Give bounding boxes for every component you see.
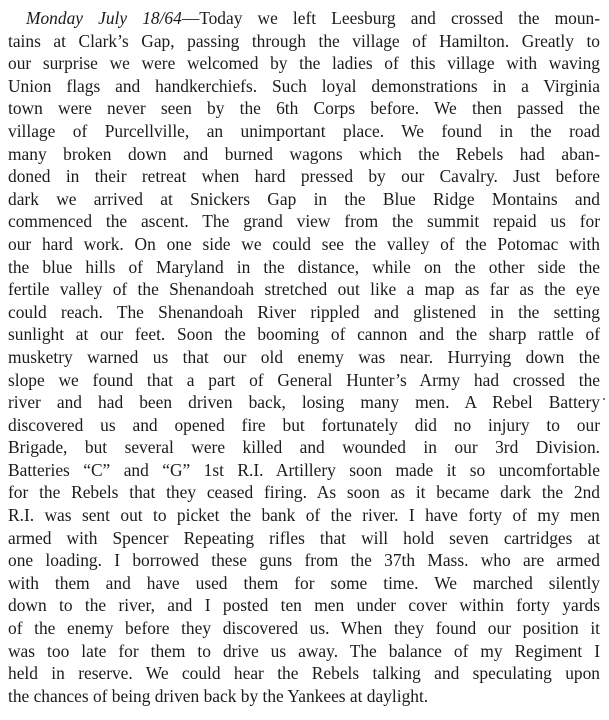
text-line: held in reserve. We could hear the Rebels talking and speculating upon (8, 663, 600, 684)
text-line: Union flags and handkerchiefs. Such loyal demonstrations in a Virginia (8, 75, 600, 96)
text-line: village of Purcellville, an unimportant place. We found in the road (8, 120, 600, 141)
text-line: could reach. The Shenandoah River rippled and glistened in the setting (8, 301, 600, 322)
text-line: discovered us and opened fire but fortunately did no injury to our (8, 414, 600, 435)
text-line: slope we found that a part of General Hunter’s Army had crossed the (8, 369, 600, 390)
text-line: river and had been driven back, losing many men. A Rebel Battery (8, 392, 600, 413)
text-line: sunlight at our feet. Soon the booming of cannon and the sharp rattle of (8, 324, 600, 345)
text-line: of the enemy before they discovered us. When they found our position it (8, 618, 600, 639)
text-line: many broken down and burned wagons which the Rebels had aban- (8, 143, 600, 164)
text-line: tains at Clark’s Gap, passing through the village of Hamilton. Greatly to (8, 30, 600, 51)
text-line: our surprise we were welcomed by the ladies of this village with waving (8, 53, 600, 74)
text-line: fertile valley of the Shenandoah stretched out like a map as far as the eye (8, 279, 600, 300)
text-line-last: the chances of being driven back by the Yankees at daylight. (8, 685, 429, 706)
scan-speck (603, 398, 605, 400)
diary-entry (8, 7, 600, 707)
text-line: for the Rebels that they ceased firing. As soon as it became dark the 2nd (8, 482, 600, 503)
text-line: Batteries “C” and “G” 1st R.I. Artillery soon made it so uncomfortable (8, 459, 600, 480)
text-line: with them and have used them for some time. We marched silently (8, 572, 600, 593)
text-line: musketry warned us that our old enemy was near. Hurrying down the (8, 346, 600, 367)
text-line: town were never seen by the 6th Corps before. We then passed the (8, 98, 600, 119)
text-line: doned in their retreat when hard pressed by our Cavalry. Just before (8, 166, 600, 187)
text-line: the blue hills of Maryland in the distance, while on the other side the (8, 256, 600, 277)
text-line: commenced the ascent. The grand view from the summit repaid us for (8, 211, 600, 232)
text-line: Brigade, but several were killed and wounded in our 3rd Division. (8, 437, 600, 458)
text-line: armed with Spencer Repeating rifles that will hold seven cartridges at (8, 527, 600, 548)
text-line: R.I. was sent out to picket the bank of the river. I have forty of my men (8, 505, 600, 526)
text-line: one loading. I borrowed these guns from the 37th Mass. who are armed (8, 550, 600, 571)
first-line-text: —Today we left Leesburg and crossed the moun- (181, 8, 601, 28)
text-line: was too late for them to drive us away. The balance of my Regiment I (8, 640, 600, 661)
text-line: dark we arrived at Snickers Gap in the Blue Ridge Montains and (8, 188, 600, 209)
first-line (8, 7, 600, 30)
text-line: our hard work. On one side we could see the valley of the Potomac with (8, 233, 600, 254)
dateline: Monday July 18/64 (26, 8, 182, 28)
text-line: down to the river, and I posted ten men under cover within forty yards (8, 595, 600, 616)
